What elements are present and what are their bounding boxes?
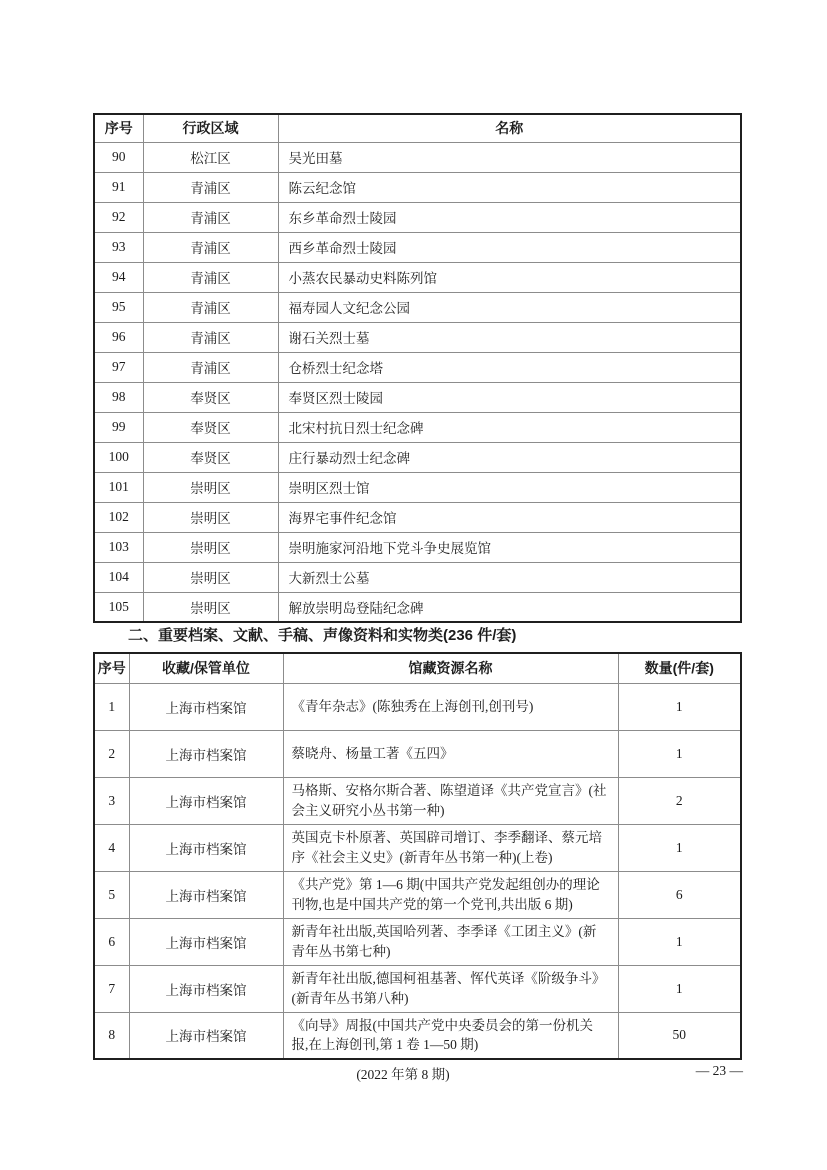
cell-district: 青浦区 xyxy=(143,172,278,202)
cell-district: 青浦区 xyxy=(143,292,278,322)
cell-district: 奉贤区 xyxy=(143,442,278,472)
cell-serial: 92 xyxy=(94,202,143,232)
table-row xyxy=(94,172,741,202)
cell-serial: 8 xyxy=(94,1012,129,1059)
cell-name: 北宋村抗日烈士纪念碑 xyxy=(278,412,741,442)
table-row xyxy=(94,382,741,412)
cell-name: 海界宅事件纪念馆 xyxy=(278,502,741,532)
footer-issue-label: (2022 年第 8 期) xyxy=(356,1067,450,1082)
cell-serial: 100 xyxy=(94,442,143,472)
cell-district: 崇明区 xyxy=(143,502,278,532)
header-serial-number: 序号 xyxy=(94,653,129,683)
cell-serial: 4 xyxy=(94,824,129,871)
cell-unit: 上海市档案馆 xyxy=(129,824,283,871)
header-name: 名称 xyxy=(278,114,741,142)
header-quantity: 数量(件/套) xyxy=(618,653,741,683)
cell-serial: 103 xyxy=(94,532,143,562)
cell-unit: 上海市档案馆 xyxy=(129,730,283,777)
cell-district: 松江区 xyxy=(143,142,278,172)
cell-serial: 5 xyxy=(94,871,129,918)
cell-serial: 90 xyxy=(94,142,143,172)
cell-district: 青浦区 xyxy=(143,322,278,352)
table-row xyxy=(94,918,741,965)
cell-serial: 2 xyxy=(94,730,129,777)
cell-district: 青浦区 xyxy=(143,202,278,232)
cell-unit: 上海市档案馆 xyxy=(129,918,283,965)
cell-district: 青浦区 xyxy=(143,352,278,382)
table-row xyxy=(94,502,741,532)
cell-resource-name: 《青年杂志》(陈独秀在上海创刊,创刊号) xyxy=(283,683,618,730)
cell-serial: 6 xyxy=(94,918,129,965)
header-custodian-unit: 收藏/保管单位 xyxy=(129,653,283,683)
cell-district: 青浦区 xyxy=(143,262,278,292)
section-heading: 二、重要档案、文献、手稿、声像资料和实物类(236 件/套) xyxy=(128,627,517,644)
table-row xyxy=(94,202,741,232)
cell-district: 崇明区 xyxy=(143,472,278,502)
cell-name: 崇明施家河沿地下党斗争史展览馆 xyxy=(278,532,741,562)
cell-quantity: 6 xyxy=(618,871,741,918)
cell-serial: 91 xyxy=(94,172,143,202)
cell-district: 崇明区 xyxy=(143,592,278,622)
table-row xyxy=(94,532,741,562)
cell-unit: 上海市档案馆 xyxy=(129,1012,283,1059)
cell-serial: 94 xyxy=(94,262,143,292)
table-row xyxy=(94,352,741,382)
cell-unit: 上海市档案馆 xyxy=(129,777,283,824)
cell-name: 陈云纪念馆 xyxy=(278,172,741,202)
cell-district: 崇明区 xyxy=(143,532,278,562)
cell-serial: 101 xyxy=(94,472,143,502)
cell-district: 青浦区 xyxy=(143,232,278,262)
cell-serial: 98 xyxy=(94,382,143,412)
cell-name: 大新烈士公墓 xyxy=(278,562,741,592)
table-row xyxy=(94,412,741,442)
memorial-sites-table xyxy=(93,113,742,623)
table-row xyxy=(94,262,741,292)
cell-resource-name: 《向导》周报(中国共产党中央委员会的第一份机关报,在上海创刊,第 1 卷 1—50 期) xyxy=(283,1012,618,1059)
cell-resource-name: 马格斯、安格尔斯合著、陈望道译《共产党宣言》(社会主义研究小丛书第一种) xyxy=(283,777,618,824)
header-serial-number: 序号 xyxy=(94,114,143,142)
table-row xyxy=(94,730,741,777)
cell-name: 仓桥烈士纪念塔 xyxy=(278,352,741,382)
cell-district: 奉贤区 xyxy=(143,412,278,442)
cell-resource-name: 蔡晓舟、杨量工著《五四》 xyxy=(283,730,618,777)
cell-quantity: 1 xyxy=(618,918,741,965)
cell-serial: 102 xyxy=(94,502,143,532)
cell-serial: 97 xyxy=(94,352,143,382)
table-header-row xyxy=(94,114,741,142)
cell-quantity: 50 xyxy=(618,1012,741,1059)
table-row xyxy=(94,871,741,918)
footer-page-number: — 23 — xyxy=(695,1063,743,1078)
cell-serial: 99 xyxy=(94,412,143,442)
cell-quantity: 1 xyxy=(618,965,741,1012)
cell-name: 庄行暴动烈士纪念碑 xyxy=(278,442,741,472)
cell-name: 小蒸农民暴动史料陈列馆 xyxy=(278,262,741,292)
table-row xyxy=(94,562,741,592)
cell-name: 崇明区烈士馆 xyxy=(278,472,741,502)
cell-quantity: 2 xyxy=(618,777,741,824)
table-row xyxy=(94,965,741,1012)
cell-quantity: 1 xyxy=(618,730,741,777)
cell-name: 解放崇明岛登陆纪念碑 xyxy=(278,592,741,622)
cell-serial: 7 xyxy=(94,965,129,1012)
cell-unit: 上海市档案馆 xyxy=(129,683,283,730)
table-row xyxy=(94,142,741,172)
cell-name: 福寿园人文纪念公园 xyxy=(278,292,741,322)
cell-serial: 105 xyxy=(94,592,143,622)
cell-name: 奉贤区烈士陵园 xyxy=(278,382,741,412)
cell-unit: 上海市档案馆 xyxy=(129,871,283,918)
cell-resource-name: 新青年社出版,英国哈列著、李季译《工团主义》(新青年丛书第七种) xyxy=(283,918,618,965)
header-district: 行政区域 xyxy=(143,114,278,142)
archives-table xyxy=(93,652,742,1060)
cell-serial: 1 xyxy=(94,683,129,730)
table-row xyxy=(94,292,741,322)
cell-resource-name: 英国克卡朴原著、英国辟司增订、李季翻译、蔡元培序《社会主义史》(新青年丛书第一种)(上卷) xyxy=(283,824,618,871)
table-row xyxy=(94,1012,741,1059)
cell-resource-name: 《共产党》第 1—6 期(中国共产党发起组创办的理论刊物,也是中国共产党的第一个党刊,共出版 6 期) xyxy=(283,871,618,918)
table-row xyxy=(94,232,741,262)
table-row xyxy=(94,472,741,502)
table-row xyxy=(94,322,741,352)
cell-name: 东乡革命烈士陵园 xyxy=(278,202,741,232)
cell-serial: 104 xyxy=(94,562,143,592)
cell-quantity: 1 xyxy=(618,683,741,730)
cell-serial: 96 xyxy=(94,322,143,352)
header-resource-name: 馆藏资源名称 xyxy=(283,653,618,683)
table-row xyxy=(94,824,741,871)
cell-name: 吴光田墓 xyxy=(278,142,741,172)
cell-district: 奉贤区 xyxy=(143,382,278,412)
cell-name: 谢石关烈士墓 xyxy=(278,322,741,352)
cell-resource-name: 新青年社出版,德国柯祖基著、恽代英译《阶级争斗》(新青年丛书第八种) xyxy=(283,965,618,1012)
cell-name: 西乡革命烈士陵园 xyxy=(278,232,741,262)
table-row xyxy=(94,777,741,824)
table-row xyxy=(94,683,741,730)
cell-unit: 上海市档案馆 xyxy=(129,965,283,1012)
cell-quantity: 1 xyxy=(618,824,741,871)
table-row xyxy=(94,592,741,622)
table-row xyxy=(94,442,741,472)
cell-serial: 93 xyxy=(94,232,143,262)
cell-serial: 95 xyxy=(94,292,143,322)
cell-district: 崇明区 xyxy=(143,562,278,592)
cell-serial: 3 xyxy=(94,777,129,824)
table-header-row xyxy=(94,653,741,683)
